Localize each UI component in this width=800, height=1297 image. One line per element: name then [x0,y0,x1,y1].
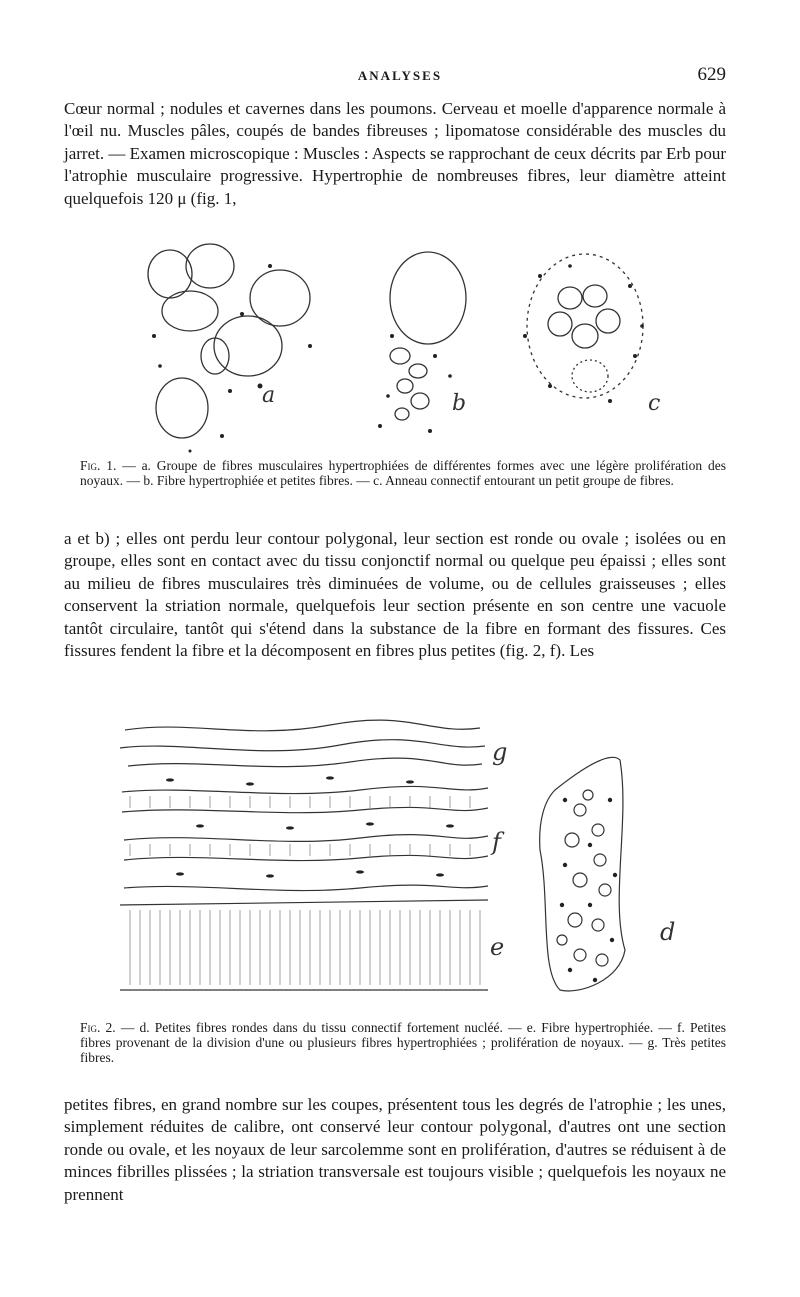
page-number: 629 [697,64,726,85]
body-paragraph-2: a et b) ; elles ont perdu leur contour polygonal, leur section est ronde ou ovale ; isolées ou en groupe, elles sont en contact avec du tissu conjonctif normal ou quelque peu épaissi ; elles sont au milieu de fibres musculaires très diminuées de volume, ou de cellules graisseuses ; elles conservent la striation normale, quelquefois leur section présente en son centre une vacuole tantôt circulaire, tantôt qui s'étend dans la substance de la fibre en formant des fissures. Ces fissures fendent la fibre et la décomposent en fibres plus petites (fig. 2, f). Les [64,529,726,661]
figure-2-caption-text: — d. Petites fibres rondes dans du tissu connectif fortement nucléé. — e. Fibre hypertrophiée. — f. Petites fibres provenant de la division d'une ou plusieurs fibres hypertrophiées ; prolifération de noyaux. — g. Très petites fibres. [80,1020,727,1065]
figure-1-caption-text: — a. Groupe de fibres musculaires hypertrophiées de différentes formes avec une légère prolifération des noyaux. — b. Fibre hypertrophiée et petites fibres. — c. Anneau connectif entourant un petit groupe de fibres. [80,458,726,488]
body-paragraph-1: Cœur normal ; nodules et cavernes dans les poumons. Cerveau et moelle d'apparence normale à l'œil nu. Muscles pâles, coupés de bandes fibreuses ; lipomatose considérable des muscles du jarret. — Examen microscopique : Muscles : Aspects se rapprochant de ceux décrits par Erb pour l'atrophie musculaire progressive. Hypertrophie de nombreuses fibres, leur diamètre atteint quelquefois 120 μ (fig. 1, [64,99,726,208]
figure-1-label-a: a [262,383,276,408]
figure-1-illustration [130,226,680,456]
figure-2-illustration [110,700,710,1020]
body-paragraph-3: petites fibres, en grand nombre sur les coupes, présentent tous les degrés de l'atrophie ; les unes, simplement réduites de calibre, ont conservé leur contour polygonal, d'autres ont une section ronde ou ovale, et les noyaux de leur sarcolemme sont en prolifération, d'autres se réduisent à de minces fibrilles plissées ; la striation transversale est toujours visible ; quelquefois les noyaux ne prennent [64,1095,726,1204]
figure-1-panel-c [527,254,643,398]
figure-2-longitudinal-section [120,720,488,990]
figure-1-panel-a [148,244,310,438]
figure-2-caption-label: Fig. 2. [80,1020,116,1035]
running-title: ANALYSES [357,68,443,83]
figure-1-label-c: c [648,391,661,416]
figure-1-label-b: b [452,391,467,416]
figure-2-label-e: e [490,933,505,961]
figure-2-label-f: f [492,828,501,856]
figure-1-caption [80,458,726,488]
figure-2-label-g: g [492,738,508,766]
figure-1-caption-label: Fig. 1. [80,458,117,473]
figure-2-caption [80,1020,726,1065]
figure-2-label-d: d [660,918,676,946]
figure-2-cross-section [540,757,625,991]
page-header [0,64,800,88]
